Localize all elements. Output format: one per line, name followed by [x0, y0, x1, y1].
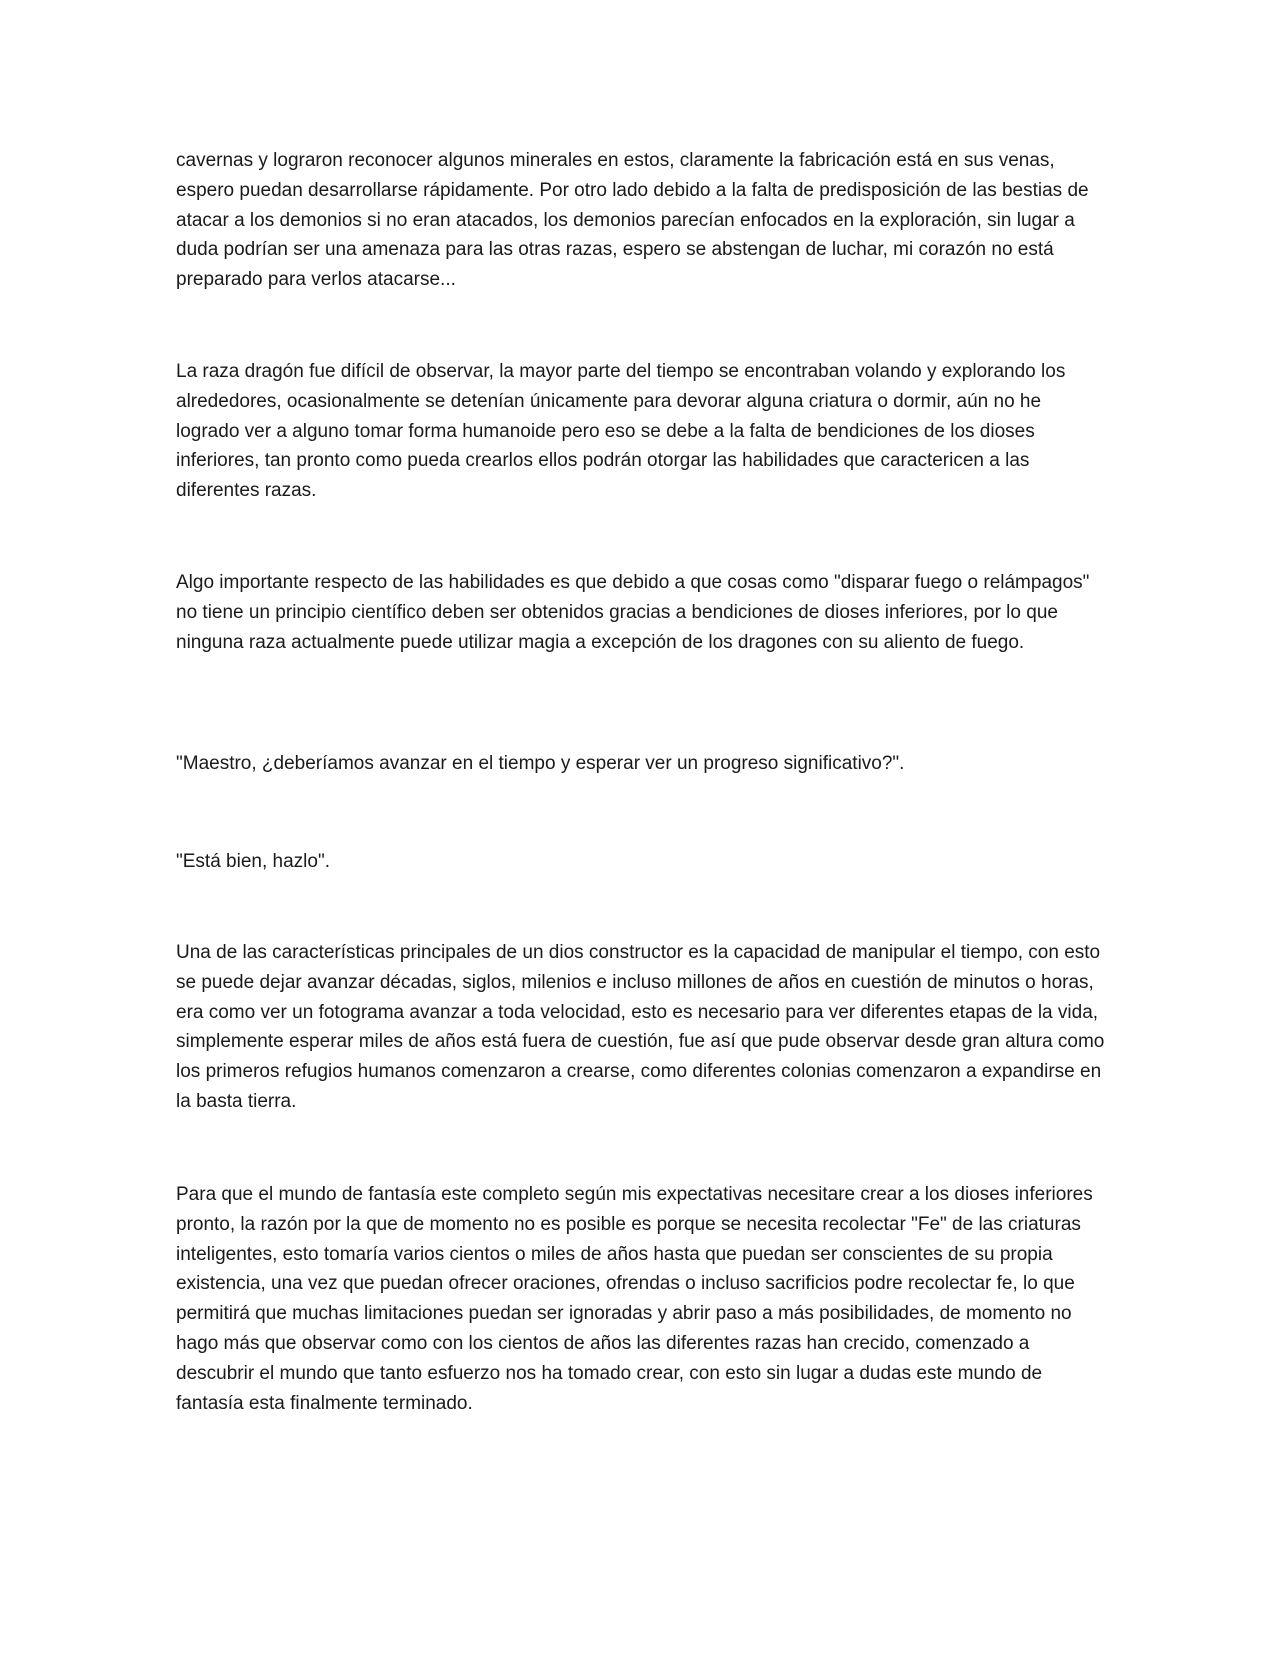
paragraph: Para que el mundo de fantasía este completo según mis expectativas necesitare crear a los dioses inferiores pronto, la razón por la que de momento no es posible es porque se necesita recolectar "Fe" de las criaturas inteligentes, esto tomaría varios cientos o miles de años hasta que puedan ser conscientes de su propia existencia, una vez que puedan ofrecer oraciones, ofrendas o incluso sacrificios podre recolectar fe, lo que permitirá que muchas limitaciones puedan ser ignoradas y abrir paso a más posibilidades, de momento no hago más que observar como con los cientos de años las diferentes razas han crecido, comenzado a descubrir el mundo que tanto esfuerzo nos ha tomado crear, con esto sin lugar a dudas este mundo de fantasía esta finalmente terminado.: [176, 1184, 1093, 1414]
paragraph: cavernas y lograron reconocer algunos minerales en estos, claramente la fabricación está en sus venas, espero puedan desarrollarse rápidamente. Por otro lado debido a la falta de predisposición de las bestias de atacar a los demonios si no eran atacados, los demonios parecían enfocados en la exploración, sin lugar a duda podrían ser una amenaza para las otras razas, espero se abstengan de luchar, mi corazón no está preparado para verlos atacarse...: [176, 150, 1089, 291]
paragraph: Una de las características principales de un dios constructor es la capacidad de manipular el tiempo, con esto se puede dejar avanzar décadas, siglos, milenios e incluso millones de años en cuestión de minutos o horas, era como ver un fotograma avanzar a toda velocidad, esto es necesario para ver diferentes etapas de la vida, simplemente esperar miles de años está fuera de cuestión, fue así que pude observar desde gran altura como los primeros refugios humanos comenzaron a crearse, como diferentes colonias comenzaron a expandirse en la basta tierra.: [176, 942, 1105, 1112]
dialogue-line: "Maestro, ¿deberíamos avanzar en el tiempo y esperar ver un progreso significativo?".: [176, 753, 905, 774]
paragraph: La raza dragón fue difícil de observar, la mayor parte del tiempo se encontraban volando y explorando los alrededores, ocasionalmente se detenían únicamente para devorar alguna criatura o dormir, aún no he logrado ver a alguno tomar forma humanoide pero eso se debe a la falta de bendiciones de los dioses inferiores, tan pronto como pueda crearlos ellos podrán otorgar las habilidades que caractericen a las diferentes razas.: [176, 361, 1066, 502]
paragraph: Algo importante respecto de las habilidades es que debido a que cosas como "disparar fuego o relámpagos" no tiene un principio científico deben ser obtenidos gracias a bendiciones de dioses inferiores, por lo que ninguna raza actualmente puede utilizar magia a excepción de los dragones con su aliento de fuego.: [176, 572, 1090, 653]
dialogue-line: "Está bien, hazlo".: [176, 851, 330, 872]
